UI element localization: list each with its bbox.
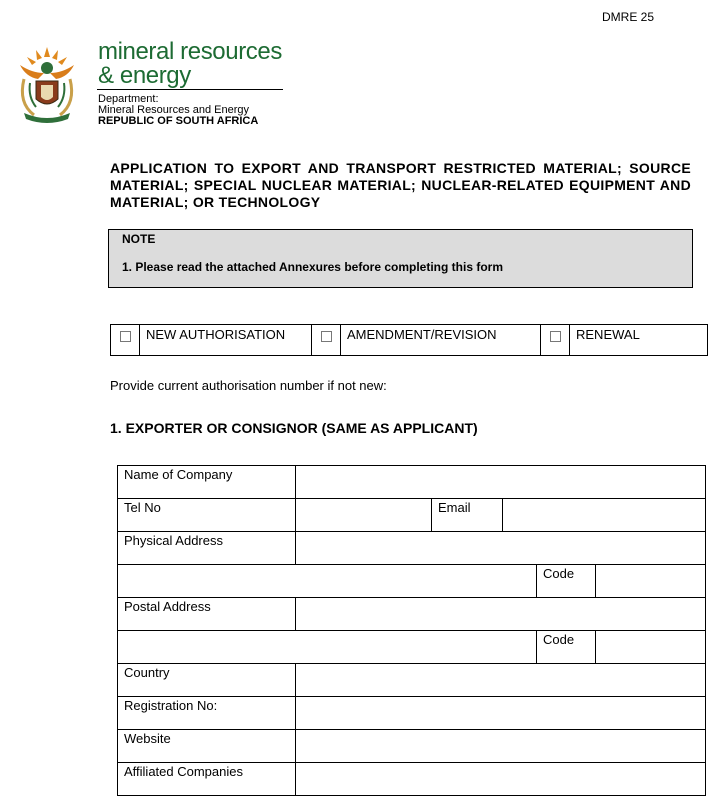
registration-label: Registration No: xyxy=(118,697,296,730)
registration-input[interactable] xyxy=(296,697,706,730)
amendment-revision-label: AMENDMENT/REVISION xyxy=(341,325,541,356)
physical-address-input[interactable] xyxy=(296,532,706,565)
company-label: Name of Company xyxy=(118,466,296,499)
physical-address-input-line2[interactable] xyxy=(118,565,537,598)
postal-address-input[interactable] xyxy=(296,598,706,631)
new-authorisation-checkbox[interactable] xyxy=(120,331,131,342)
email-input[interactable] xyxy=(503,499,706,532)
country-label: Country xyxy=(118,664,296,697)
country-name: REPUBLIC OF SOUTH AFRICA xyxy=(98,115,259,127)
postal-code-label: Code xyxy=(537,631,596,664)
checkbox-cell[interactable] xyxy=(312,325,341,356)
section-heading: 1. EXPORTER OR CONSIGNOR (SAME AS APPLICANT) xyxy=(110,420,478,436)
physical-address-label: Physical Address xyxy=(118,532,296,565)
coat-of-arms-icon xyxy=(14,43,80,125)
checkbox-cell[interactable] xyxy=(541,325,570,356)
department-label: Department: xyxy=(98,93,159,105)
brand-name-line1: mineral resources xyxy=(98,38,282,65)
authorisation-number-prompt: Provide current authorisation number if not new: xyxy=(110,378,387,393)
exporter-details-table xyxy=(117,465,706,796)
form-code: DMRE 25 xyxy=(602,10,655,24)
postal-code-input[interactable] xyxy=(596,631,706,664)
tel-input[interactable] xyxy=(296,499,432,532)
email-label: Email xyxy=(432,499,503,532)
affiliated-companies-input[interactable] xyxy=(296,763,706,796)
brand-name-line2: & energy xyxy=(98,62,191,89)
country-input[interactable] xyxy=(296,664,706,697)
department-name: Mineral Resources and Energy xyxy=(98,104,250,116)
brand-divider xyxy=(97,89,283,90)
renewal-checkbox[interactable] xyxy=(550,331,561,342)
physical-code-input[interactable] xyxy=(596,565,706,598)
website-label: Website xyxy=(118,730,296,763)
note-box xyxy=(108,229,693,288)
postal-address-label: Postal Address xyxy=(118,598,296,631)
new-authorisation-label: NEW AUTHORISATION xyxy=(140,325,312,356)
document-title: APPLICATION TO EXPORT AND TRANSPORT RESTRICTED MATERIAL; SOURCE MATERIAL; SPECIAL NUCLEAR MATERIAL; NUCLEAR-RELATED EQUIPMENT AND MATERIAL; OR TECHNOLOGY xyxy=(110,160,691,210)
physical-code-label: Code xyxy=(537,565,596,598)
note-item: 1. Please read the attached Annexures before completing this form xyxy=(122,260,503,274)
tel-label: Tel No xyxy=(118,499,296,532)
amendment-revision-checkbox[interactable] xyxy=(321,331,332,342)
company-input[interactable] xyxy=(296,466,706,499)
affiliated-companies-label: Affiliated Companies xyxy=(118,763,296,796)
postal-address-input-line2[interactable] xyxy=(118,631,537,664)
website-input[interactable] xyxy=(296,730,706,763)
note-heading: NOTE xyxy=(122,232,156,246)
renewal-label: RENEWAL xyxy=(570,325,708,356)
authorisation-type-row xyxy=(110,324,708,356)
checkbox-cell[interactable] xyxy=(111,325,140,356)
